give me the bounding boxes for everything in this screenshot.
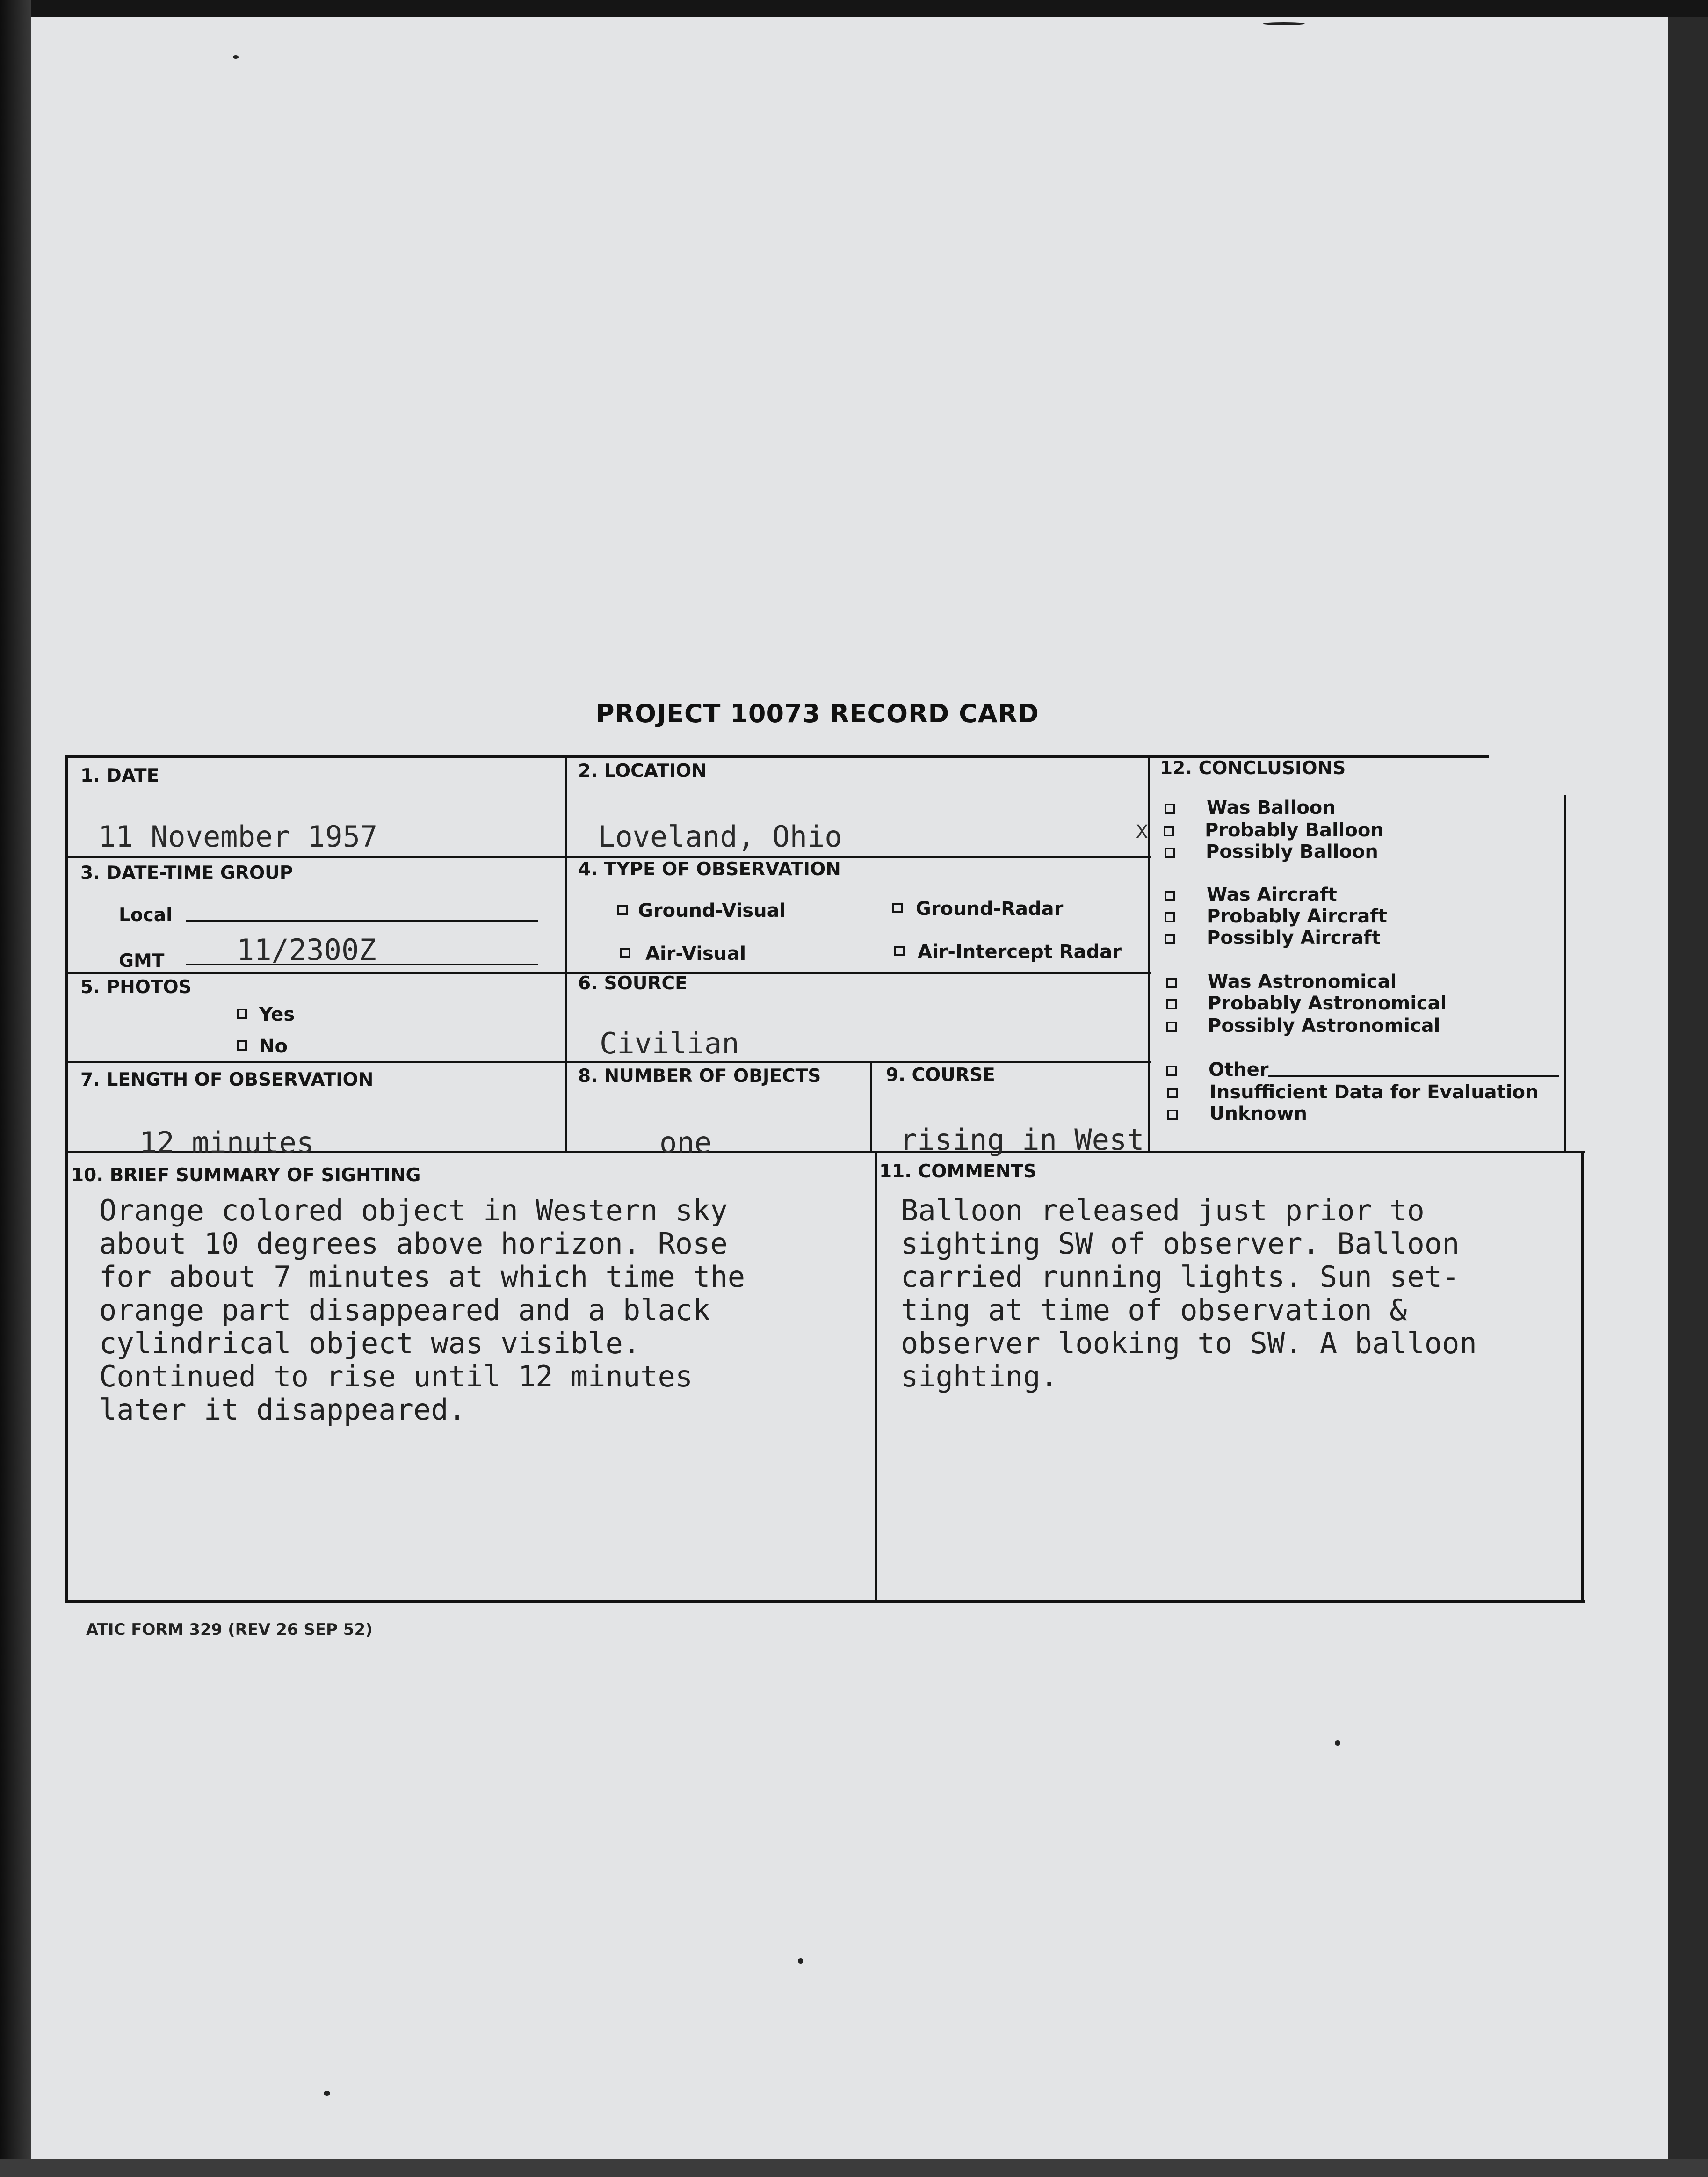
summary-line: cylindrical object was visible.	[99, 1326, 641, 1360]
photos-no-checkbox[interactable]	[237, 1040, 247, 1051]
card-title: PROJECT 10073 RECORD CARD	[596, 699, 1040, 728]
was-balloon-label: Was Balloon	[1207, 797, 1336, 819]
other-checkbox[interactable]	[1166, 1066, 1177, 1076]
comments-line: Balloon released just prior to	[901, 1193, 1425, 1227]
ground-radar-label: Ground-Radar	[916, 898, 1064, 920]
ground-visual-label: Ground-Visual	[638, 900, 786, 922]
summary-text	[99, 1194, 745, 1426]
column-divider	[565, 755, 567, 1151]
column-divider	[875, 1151, 877, 1603]
local-label: Local	[119, 905, 173, 926]
possibly-astronomical-checkbox[interactable]	[1166, 1022, 1177, 1032]
column-divider	[1148, 755, 1150, 1151]
comments-label: 11. COMMENTS	[879, 1161, 1037, 1182]
unknown-label: Unknown	[1209, 1103, 1307, 1125]
air-visual-checkbox[interactable]	[620, 948, 630, 958]
column-divider	[870, 1061, 872, 1151]
air-intercept-radar-label: Air-Intercept Radar	[918, 941, 1122, 963]
source-label: 6. SOURCE	[578, 973, 688, 994]
date-value: 11 November 1957	[98, 820, 378, 854]
date-label: 1. DATE	[80, 765, 159, 786]
comments-line: sighting.	[901, 1359, 1058, 1393]
other-label: Other	[1209, 1059, 1269, 1081]
was-aircraft-checkbox[interactable]	[1165, 891, 1175, 901]
summary-line: for about 7 minutes at which time the	[99, 1260, 745, 1294]
selected-mark: X	[1136, 821, 1149, 843]
location-value: Loveland, Ohio	[598, 820, 842, 854]
probably-astronomical-checkbox[interactable]	[1166, 999, 1177, 1009]
length-of-observation-label: 7. LENGTH OF OBSERVATION	[80, 1069, 374, 1090]
photos-label: 5. PHOTOS	[80, 977, 192, 998]
air-visual-label: Air-Visual	[645, 943, 746, 965]
comments-line: ting at time of observation &	[901, 1293, 1407, 1327]
summary-line: later it disappeared.	[99, 1393, 466, 1427]
form-id: ATIC FORM 329 (REV 26 SEP 52)	[86, 1620, 373, 1639]
date-time-group-label: 3. DATE-TIME GROUP	[80, 863, 293, 884]
length-of-observation-value: 12 minutes	[139, 1125, 314, 1160]
type-of-observation-label: 4. TYPE OF OBSERVATION	[578, 859, 841, 880]
summary-line: Continued to rise until 12 minutes	[99, 1359, 693, 1393]
row-divider	[65, 856, 1151, 858]
summary-line: about 10 degrees above horizon. Rose	[99, 1226, 728, 1261]
gmt-label: GMT	[119, 951, 165, 972]
probably-balloon-label: Probably Balloon	[1205, 820, 1384, 841]
probably-astronomical-label: Probably Astronomical	[1208, 993, 1447, 1014]
frame-left-line	[65, 755, 68, 1603]
comments-line: sighting SW of observer. Balloon	[901, 1226, 1460, 1261]
ground-visual-checkbox[interactable]	[617, 905, 628, 915]
photos-yes-checkbox[interactable]	[237, 1009, 247, 1019]
ground-radar-checkbox[interactable]	[892, 903, 903, 913]
air-intercept-radar-checkbox[interactable]	[894, 946, 905, 956]
row-divider	[65, 1061, 1151, 1063]
possibly-aircraft-label: Possibly Aircraft	[1207, 927, 1381, 949]
insufficient-data-label: Insufficient Data for Evaluation	[1209, 1081, 1539, 1103]
source-value: Civilian	[600, 1026, 739, 1060]
possibly-astronomical-label: Possibly Astronomical	[1208, 1015, 1440, 1037]
comments-line: carried running lights. Sun set-	[901, 1260, 1460, 1294]
photos-no-label: No	[259, 1036, 288, 1057]
probably-aircraft-label: Probably Aircraft	[1207, 906, 1387, 927]
probably-balloon-checkbox[interactable]	[1164, 826, 1174, 836]
gmt-value: 11/2300Z	[237, 933, 376, 967]
frame-bottom-line	[65, 1600, 1585, 1603]
conclusions-label: 12. CONCLUSIONS	[1160, 758, 1346, 779]
conclusions-right-line	[1564, 795, 1566, 1151]
insufficient-data-checkbox[interactable]	[1167, 1088, 1178, 1098]
frame-right-line	[1581, 1151, 1584, 1603]
location-label: 2. LOCATION	[578, 761, 707, 782]
possibly-aircraft-checkbox[interactable]	[1165, 934, 1175, 944]
other-underline	[1268, 1075, 1559, 1077]
photos-yes-label: Yes	[259, 1004, 295, 1025]
number-of-objects-value: one	[659, 1125, 712, 1160]
comments-text	[901, 1194, 1477, 1393]
was-astronomical-checkbox[interactable]	[1166, 978, 1177, 988]
local-underline	[186, 920, 538, 922]
probably-aircraft-checkbox[interactable]	[1165, 912, 1175, 922]
possibly-balloon-label: Possibly Balloon	[1206, 841, 1378, 863]
was-balloon-checkbox[interactable]	[1165, 804, 1175, 814]
comments-line: observer looking to SW. A balloon	[901, 1326, 1477, 1360]
was-astronomical-label: Was Astronomical	[1208, 971, 1397, 993]
course-value: rising in West	[900, 1123, 1144, 1157]
course-label: 9. COURSE	[886, 1065, 995, 1086]
was-aircraft-label: Was Aircraft	[1207, 884, 1337, 906]
number-of-objects-label: 8. NUMBER OF OBJECTS	[578, 1066, 821, 1087]
unknown-checkbox[interactable]	[1167, 1110, 1178, 1120]
possibly-balloon-checkbox[interactable]	[1165, 848, 1175, 858]
summary-line: Orange colored object in Western sky	[99, 1193, 728, 1227]
summary-line: orange part disappeared and a black	[99, 1293, 710, 1327]
summary-label: 10. BRIEF SUMMARY OF SIGHTING	[71, 1165, 421, 1186]
